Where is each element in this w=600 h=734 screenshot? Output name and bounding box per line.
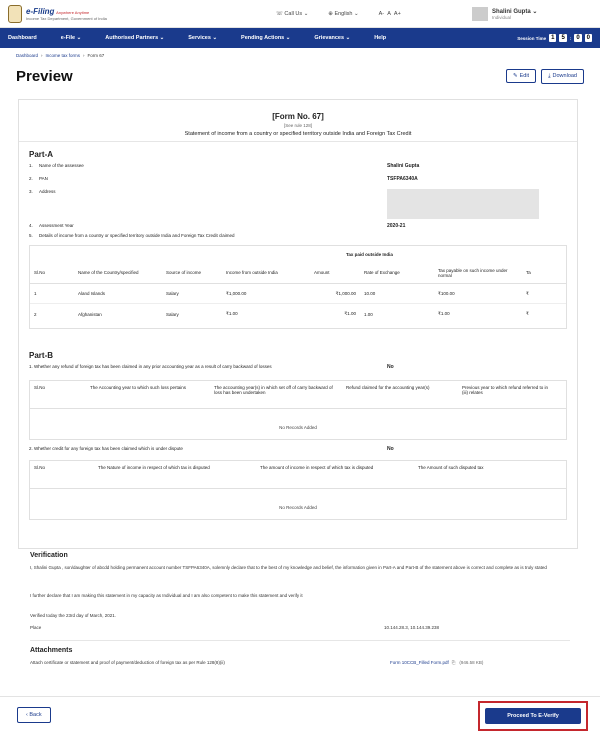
- nav-help[interactable]: Help: [374, 35, 387, 41]
- logo-title: e-Filing: [26, 6, 55, 16]
- column-header: Sl.No: [34, 465, 46, 470]
- address-redacted: [387, 189, 539, 219]
- column-header: The Accounting year to which such loss pertains: [90, 385, 187, 390]
- part-b-title: Part-B: [29, 351, 54, 360]
- table-cell: ₹1.00: [438, 311, 450, 316]
- chevron-down-icon: ⌄: [159, 35, 165, 41]
- field-value: TSFPA6340A: [387, 176, 418, 182]
- question-row: [19, 446, 577, 460]
- group-header: Tax paid outside India: [346, 251, 393, 257]
- user-name: Shalini Gupta: [492, 8, 531, 15]
- column-header: Refund claimed for the accounting year(s): [346, 385, 430, 390]
- font-size-controls: [379, 11, 401, 17]
- field-value: Shalini Gupta: [387, 163, 420, 169]
- verification-section: [0, 552, 600, 666]
- refund-table: [29, 380, 567, 440]
- table-row: [30, 284, 566, 304]
- verification-declaration: I, Shalini Gupta , son/daughter of abcdd holding permanent account number TSFPA6340A, solemnly declare that to the best of my knowledge and belief, the information given in Part-A and Part-B of the statement above is correct and complete as is truly stated: [30, 565, 547, 570]
- table-cell: Afghanistan: [78, 311, 102, 317]
- attachment-file-link[interactable]: Form 10CCB_Filled Form.pdf: [390, 660, 449, 665]
- nav-authorised-partners-label: Authorised Partners: [105, 35, 159, 41]
- chevron-down-icon: ⌄: [345, 35, 351, 41]
- phone-icon: ☏: [276, 10, 283, 17]
- field-row-name: [19, 163, 577, 176]
- table-cell: Salary: [166, 311, 179, 317]
- column-header: The Amount of such disputed tax: [418, 465, 484, 470]
- nav-grievances[interactable]: [314, 35, 350, 41]
- row-number: 4.: [29, 223, 33, 228]
- column-header: Sl.No: [34, 385, 46, 390]
- language-label: English: [334, 10, 353, 17]
- table-cell: ₹: [526, 311, 529, 316]
- form-number: [Form No. 67]: [272, 112, 324, 121]
- pencil-icon: ✎: [513, 73, 518, 79]
- nav-grievances-label: Grievances: [314, 35, 345, 41]
- row-number: 1.: [29, 163, 33, 168]
- avatar: [472, 7, 488, 21]
- globe-icon: ⊕: [328, 10, 333, 17]
- verification-capacity: I further declare that I am making this statement in my capacity as Individual and I am also competent to make this statement and verify it: [30, 593, 303, 598]
- logo-tagline: Anywhere Anytime: [56, 9, 90, 15]
- table-cell: 10.00: [364, 291, 376, 296]
- chevron-down-icon: ⌄: [212, 35, 218, 41]
- row-number: 2.: [29, 176, 33, 181]
- field-label: PAN: [39, 176, 48, 181]
- font-reset-button[interactable]: A: [387, 10, 391, 17]
- column-header: Sl.No: [34, 270, 46, 275]
- chevron-down-icon: ⌄: [532, 8, 538, 15]
- chevron-down-icon: ⌄: [303, 10, 309, 17]
- nav-pending-actions-label: Pending Actions: [241, 35, 285, 41]
- field-row-address: [19, 189, 577, 223]
- session-digit: 5: [561, 35, 565, 41]
- table-cell: ₹1.00: [226, 311, 238, 316]
- efiling-logo[interactable]: [8, 5, 228, 23]
- table-cell: ₹1,000.00: [335, 290, 356, 296]
- session-digit: 0: [576, 35, 580, 41]
- download-icon: ⤓: [548, 72, 551, 79]
- edit-button[interactable]: [506, 69, 536, 83]
- font-decrease-button[interactable]: A-: [378, 10, 385, 17]
- nav-services-label: Services: [188, 35, 211, 41]
- user-role: Individual: [492, 14, 512, 20]
- attachment-file-icon: ⎘: [451, 660, 456, 665]
- column-header: Rate of Exchange: [364, 270, 400, 275]
- verification-title: Verification: [30, 552, 68, 559]
- user-menu[interactable]: [472, 7, 592, 21]
- question-1: 1. Whether any refund of foreign tax has been claimed in any prior accounting year as a result of carry backward of losses: [29, 364, 272, 369]
- question-2-answer: No: [387, 446, 394, 452]
- part-a-title: Part-A: [29, 150, 54, 159]
- nav-authorised-partners[interactable]: [105, 35, 164, 41]
- breadcrumb-income-tax-forms[interactable]: Income tax forms: [45, 53, 81, 58]
- table-header-row: [30, 262, 566, 284]
- field-row-ay: [19, 223, 577, 233]
- table-cell: ₹100.00: [438, 290, 455, 296]
- download-label: Download: [552, 73, 577, 79]
- place-value: 10.144.28.3, 10.144.39.238: [384, 625, 440, 630]
- question-2: 2. Whether credit for any foreign tax has been claimed which is under dispute: [29, 446, 183, 451]
- attachment-label: Attach certificate or statement and proof of payment/deduction of foreign tax as per Rule 128(8)(ii): [30, 660, 225, 665]
- column-header: Amount: [314, 270, 330, 275]
- column-header: Tax payable on such income under normal: [438, 267, 508, 278]
- edit-label: Edit: [519, 73, 530, 79]
- nav-efile-label: e-File: [60, 35, 76, 41]
- question-row: [19, 364, 577, 380]
- attachments-title: Attachments: [30, 647, 73, 654]
- font-increase-button[interactable]: A+: [393, 10, 401, 17]
- column-header: Income from outside India: [226, 270, 278, 275]
- field-row-5: [19, 233, 577, 245]
- session-label: Session Time: [517, 35, 547, 41]
- table-cell: Aland Islands: [78, 291, 106, 296]
- table-cell: ₹1,000.00: [226, 290, 247, 296]
- field-label: Name of the assessee: [39, 163, 84, 168]
- back-button[interactable]: [17, 707, 51, 723]
- session-timer: Session Time 1 5 : 0 0: [517, 35, 590, 41]
- question-1-answer: No: [387, 364, 394, 370]
- session-digit: 1: [551, 35, 555, 41]
- attachment-file-size: (946.58 KB): [459, 660, 484, 665]
- chevron-left-icon: ‹: [26, 712, 28, 718]
- call-us-label: Call Us: [284, 10, 303, 17]
- table-cell: 2: [34, 311, 37, 317]
- table-cell: 1: [34, 291, 37, 296]
- emblem-icon: [8, 5, 22, 23]
- form-rule: [See rule 128]: [283, 123, 313, 128]
- chevron-down-icon: ⌄: [285, 35, 291, 41]
- top-header: [0, 0, 600, 28]
- nav-efile[interactable]: [61, 35, 82, 41]
- call-us-dropdown[interactable]: [276, 11, 308, 17]
- form-preview-card: [18, 99, 578, 549]
- table-cell: 1.00: [364, 311, 373, 317]
- row-number: 3.: [29, 189, 33, 194]
- chevron-down-icon: ⌄: [354, 10, 359, 17]
- column-header: The amount of income in respect of which tax is disputed: [260, 465, 374, 470]
- download-button[interactable]: [541, 69, 584, 84]
- column-header: Name of the Country/specified: [78, 270, 139, 275]
- breadcrumb: Dashboard › Income tax forms › Form 67: [16, 53, 105, 58]
- verification-date: Verified today the 23rd day of March, 2021.: [30, 613, 117, 618]
- page-title: Preview: [16, 67, 73, 85]
- table-header-row: [30, 461, 566, 489]
- language-dropdown[interactable]: [328, 11, 358, 17]
- proceed-to-everify-button[interactable]: Proceed To E-Verify: [485, 708, 581, 724]
- session-digit: 0: [586, 35, 590, 41]
- field-row-pan: [19, 176, 577, 189]
- chevron-down-icon: ⌄: [76, 35, 82, 41]
- form-statement: Statement of income from a country or specified territory outside India and Foreign Tax Credit: [184, 131, 412, 137]
- table-cell: ₹1.00: [344, 311, 356, 316]
- table-cell: Salary: [166, 291, 179, 296]
- nav-pending-actions[interactable]: [241, 35, 290, 41]
- main-nav: [0, 28, 600, 48]
- proceed-highlight: [478, 701, 588, 731]
- breadcrumb-current: Form 67: [87, 53, 105, 58]
- column-header: The accounting year(s) in which set off of carry backward of loss has been undertaken: [214, 385, 333, 395]
- field-value: 2020-21: [387, 223, 406, 229]
- table-cell: ₹: [526, 290, 529, 296]
- column-header: Ta: [526, 270, 531, 275]
- column-header: Source of income: [166, 270, 202, 275]
- column-header: The Nature of income in respect of which tax is disputed: [98, 465, 210, 470]
- table-row: [30, 304, 566, 324]
- place-label: Place: [30, 625, 42, 630]
- back-label: Back: [29, 712, 42, 718]
- breadcrumb-dashboard[interactable]: Dashboard: [16, 53, 39, 58]
- row-number: 5.: [29, 233, 33, 238]
- no-records-message: No Records Added: [279, 505, 317, 510]
- table-header-row: [30, 381, 566, 409]
- field-label: Details of income from a country or specified territory outside India and Foreign Tax Credit claimed: [39, 233, 235, 238]
- nav-services[interactable]: [188, 35, 217, 41]
- column-header: Previous year to which refund referred to in (iii) relates: [462, 385, 549, 395]
- nav-dashboard[interactable]: Dashboard: [8, 35, 37, 41]
- field-label: Address: [39, 189, 56, 194]
- disputed-tax-table: [29, 460, 567, 520]
- logo-subtitle: Income Tax Department, Government of India: [26, 15, 107, 21]
- income-table: [29, 245, 567, 329]
- field-label: Assessment Year: [39, 223, 74, 228]
- no-records-message: No Records Added: [279, 425, 317, 430]
